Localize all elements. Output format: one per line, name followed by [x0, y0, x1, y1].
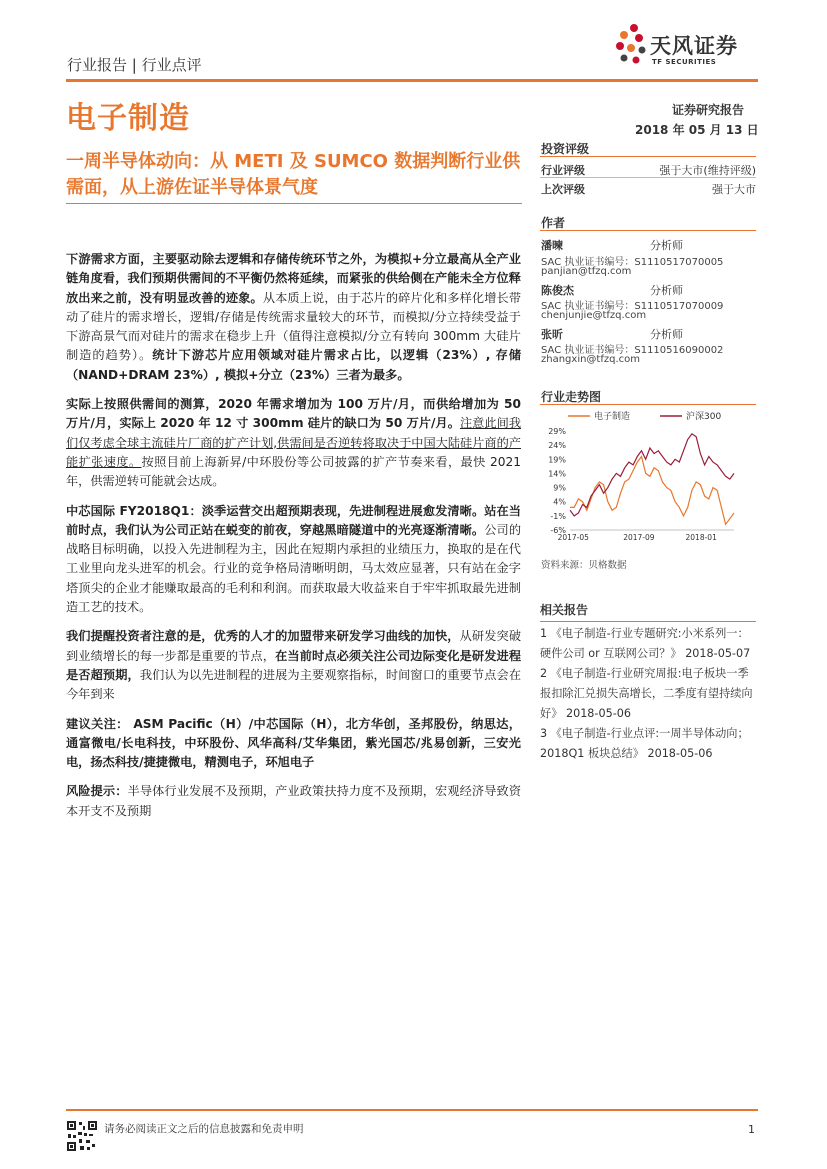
- author-title: 分析师: [650, 284, 683, 297]
- trend-heading: 行业走势图: [541, 390, 602, 404]
- y-tick-label: -1%: [550, 511, 566, 521]
- report-body: [66, 250, 521, 831]
- related-report-item[interactable]: [540, 664, 756, 724]
- body-paragraph-demand: [66, 250, 521, 385]
- related-report-item[interactable]: [540, 724, 756, 764]
- body-bold-text: 中芯国际 FY2018Q1：淡季运营交出超预期表现，先进制程进展愈发清晰。站在当前时点，我们认为公司正站在蜕变的前夜，穿越黑暗隧道中的光亮逐渐清晰。: [66, 503, 521, 537]
- body-paragraph-recommend: [66, 715, 521, 773]
- related-heading: 相关报告: [540, 603, 589, 617]
- qr-code-icon: [66, 1120, 98, 1152]
- body-bold-text: 我们提醒投资者注意的是，优秀的人才的加盟带来研发学习曲线的加快，: [66, 629, 460, 644]
- disclaimer-note: 请务必阅读正文之后的信息披露和免责申明: [104, 1123, 304, 1135]
- body-text: 从研发突破到业绩增长的每一步都是重要的节点，: [66, 629, 522, 663]
- y-tick-label: 14%: [548, 469, 566, 479]
- industry-title: 电子制造: [66, 101, 190, 136]
- rating-divider: [540, 177, 756, 178]
- author-name: 张昕: [541, 328, 563, 341]
- risk-label: 风险提示：: [66, 784, 128, 799]
- related-rule: [540, 621, 756, 622]
- trend-rule: [540, 404, 756, 405]
- page-number: 1: [748, 1123, 755, 1136]
- body-text: 按照目前上海新昇/中环股份等公司披露的扩产节奏来看，最快 2021 年，供需逆转可能就会达成。: [66, 454, 522, 489]
- authors-heading: 作者: [541, 216, 566, 230]
- rating-rule: [540, 156, 756, 157]
- rating-label-current: 行业评级: [541, 164, 585, 177]
- x-tick-label: 2017-05: [557, 533, 589, 542]
- body-paragraph-supply: [66, 395, 521, 491]
- y-tick-label: 4%: [553, 497, 566, 507]
- logo-name-en: TF SECURITIES: [652, 58, 717, 66]
- y-tick-label: 19%: [548, 455, 566, 465]
- y-tick-label: 9%: [553, 483, 566, 493]
- body-bold-text: 在当前时点必须关注公司边际变化是研发进程是否超预期，: [66, 648, 522, 682]
- author-sac: SAC 执业证书编号：S1110517070009: [541, 301, 724, 312]
- report-title: 一周半导体动向：从 METI 及 SUMCO 数据判断行业供需面，从上游佐证半导体景气度: [66, 151, 521, 198]
- body-paragraph-smic: [66, 502, 521, 618]
- body-text: 我们认为以先进制程的进展为主要观察指标，时间窗口的重要节点会在今年到来: [66, 667, 522, 702]
- body-text: 公司的战略目标明确，以投入先进制程为主，因此在短期内承担的业绩压力，换取的是在代工业里向龙头进军的机会。行业的竞争格局清晰明朗，马太效应显著，只有站在金字塔顶尖的企业才能赚取最高的毛利和利润。而获取最大收益来自于牢牢抓取最先进制造工艺的技术。: [66, 522, 522, 615]
- body-bold-text: 下游需求方面，主要驱动除去逻辑和存储传统环节之外，为模拟+分立最高从全产业链角度看，我们预期供需间的不平衡仍然将延续，而紧张的供给侧在产能未全方位释放出来之前，没有明显改善的迹象。: [66, 252, 521, 305]
- rating-value-previous: 强于大市: [712, 183, 756, 196]
- related-report-date: 2018-05-07: [685, 647, 751, 660]
- legend-label: 沪深300: [686, 412, 722, 422]
- body-underlined-text: 注意此间我们仅考虑全球主流硅片厂商的扩产计划,供需间是否逆转将取决于中国大陆硅片商的产能扩张速度。: [66, 416, 522, 469]
- x-tick-label: 2018-01: [685, 533, 717, 542]
- related-report-date: 2018-05-06: [647, 747, 713, 760]
- related-report-date: 2018-05-06: [565, 707, 631, 720]
- report-category: 行业报告 | 行业点评: [67, 56, 202, 74]
- author-sac: SAC 执业证书编号：S1110516090002: [541, 345, 724, 356]
- rating-value-current: 强于大市(维持评级): [659, 164, 756, 177]
- trend-chart: [540, 407, 756, 547]
- body-bold-text: 实际上按照供需间的测算，2020 年需求增加为 100 万片/月，而供给增加为 50 万片/月，实际上 2020 年 12 寸 300mm 硅片的缺口为 50 万片/月。: [66, 397, 521, 431]
- report-date: 2018 年 05 月 13 日: [635, 123, 759, 137]
- author-name: 陈俊杰: [541, 284, 574, 297]
- author-title: 分析师: [650, 328, 683, 341]
- author-title: 分析师: [650, 239, 683, 252]
- series-line-1: [570, 434, 734, 516]
- related-report-title[interactable]: 1 《电子制造-行业专题研究:小米系列一：硬件公司 or 互联网公司？》: [540, 627, 749, 660]
- body-bold-text: 统计下游芯片应用领域对硅片需求占比，以逻辑（23%）, 存储（NAND+DRAM 23%）, 模拟+分立（23%）三者为最多。: [66, 348, 522, 382]
- chart-source: 资料来源：贝格数据: [541, 560, 627, 571]
- body-paragraph-talent: [66, 627, 521, 704]
- author-name: 潘暕: [541, 239, 563, 252]
- header-rule: [66, 79, 758, 82]
- rating-label-previous: 上次评级: [541, 183, 585, 196]
- y-tick-label: 24%: [548, 441, 566, 451]
- related-report-item[interactable]: [540, 624, 756, 664]
- legend-label: 电子制造: [594, 412, 631, 422]
- authors-rule: [540, 230, 756, 231]
- body-paragraph-risk: [66, 782, 521, 821]
- body-text: 从本质上说，由于芯片的碎片化和多样化增长带动了硅片的需求增长，逻辑/存储是传统需求量较大的环节，而模拟/分立持续受益于下游高景气而对硅片的需求在稳步上升（值得注意模拟/分立有转向 300mm 大硅片制造的趋势）。: [66, 290, 522, 363]
- related-report-title[interactable]: 2 《电子制造-行业研究周报:电子板块一季报扣除汇兑损失高增长，二季度有望持续向好》: [540, 667, 753, 720]
- x-tick-label: 2017-09: [623, 533, 655, 542]
- report-type: 证券研究报告: [672, 103, 745, 117]
- author-sac: SAC 执业证书编号：S1110517070005: [541, 257, 724, 268]
- related-report-title[interactable]: 3 《电子制造-行业点评:一周半导体动向；2018Q1 板块总结》: [540, 727, 749, 760]
- logo-name-cn: 天风证券: [650, 34, 738, 58]
- related-reports: [540, 600, 756, 764]
- recommend-list: ASM Pacific（H）/中芯国际（H），北方华创，圣邦股份，纳思达，通富微电/长电科技，中环股份、风华高科/艾华集团，紫光国芯/兆易创新，三安光电，扬杰科技/捷捷微电，精测电子，环旭电子: [66, 716, 521, 770]
- risk-text: 半导体行业发展不及预期，产业政策扶持力度不及预期，宏观经济导致资本开支不及预期: [66, 784, 522, 818]
- rating-heading: 投资评级: [541, 142, 590, 156]
- author-email[interactable]: chenjunjie@tfzq.com: [541, 310, 647, 321]
- title-rule: [66, 203, 522, 204]
- y-tick-label: -6%: [550, 526, 566, 535]
- author-email[interactable]: zhangxin@tfzq.com: [541, 354, 641, 365]
- y-tick-label: 29%: [548, 427, 566, 436]
- footer-rule: [66, 1109, 758, 1111]
- logo-dots-icon: [612, 22, 652, 70]
- author-email[interactable]: panjian@tfzq.com: [541, 266, 632, 277]
- recommend-label: 建议关注：: [66, 716, 129, 731]
